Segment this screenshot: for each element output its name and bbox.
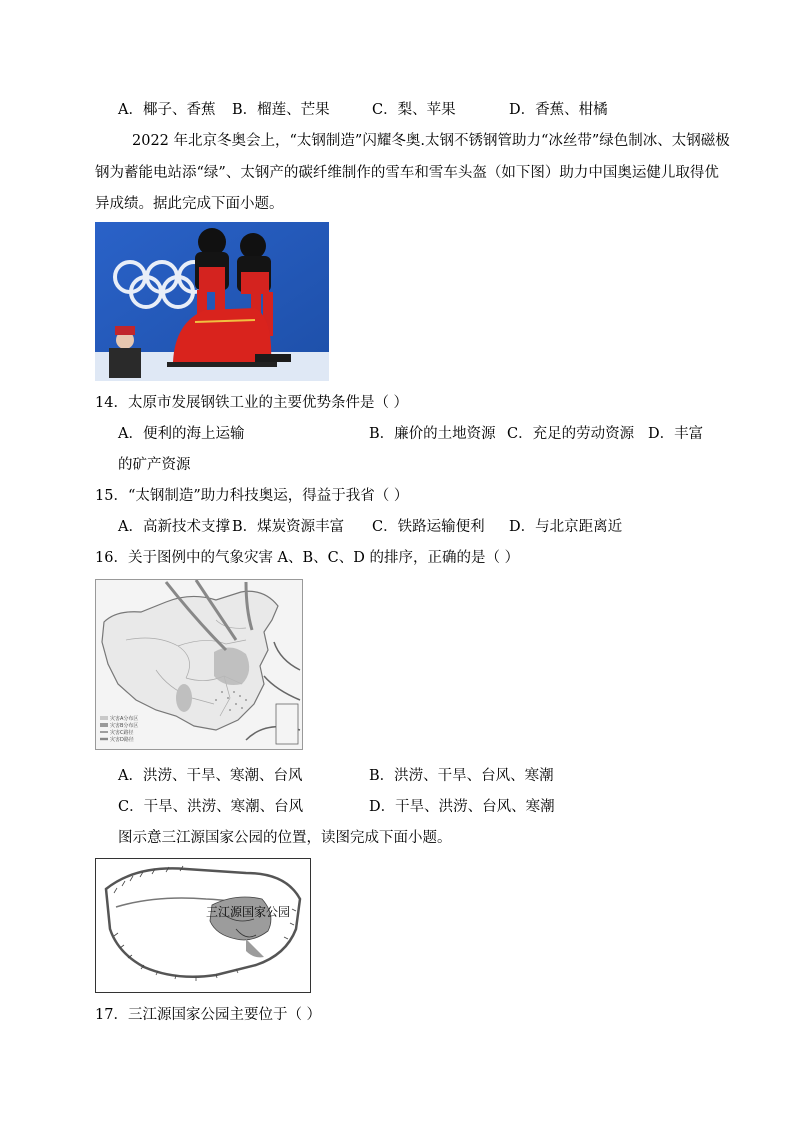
disaster-map bbox=[95, 579, 303, 750]
legend-c: 灾害C路径 bbox=[110, 730, 134, 736]
q13-option-b: B．榴莲、芒果 bbox=[232, 102, 330, 118]
q16-option-c: C．干旱、洪涝、寒潮、台风 bbox=[118, 799, 304, 815]
q14-option-a: A．便利的海上运输 bbox=[118, 426, 245, 442]
q16-option-a: A．洪涝、干旱、寒潮、台风 bbox=[118, 768, 303, 784]
q15-option-d: D．与北京距离近 bbox=[509, 519, 623, 535]
q16-option-b: B．洪涝、干旱、台风、寒潮 bbox=[369, 768, 554, 784]
china-map-illustration bbox=[96, 580, 302, 749]
q14-stem: 14．太原市发展钢铁工业的主要优势条件是（ ） bbox=[95, 395, 409, 411]
passage1-line2: 钢为蓄能电站添“绿”、太钢产的碳纤维制作的雪车和雪车头盔（如下图）助力中国奥运健儿取得优 bbox=[95, 165, 719, 181]
passage2: 图示意三江源国家公园的位置，读图完成下面小题。 bbox=[118, 830, 452, 846]
q14-option-b: B．廉价的土地资源 bbox=[369, 426, 496, 442]
q14-option-d-continued: 的矿产资源 bbox=[118, 457, 191, 473]
q13-option-d: D．香蕉、柑橘 bbox=[509, 102, 608, 118]
legend-d: 灾害D路径 bbox=[110, 737, 134, 743]
q15-option-b: B．煤炭资源丰富 bbox=[232, 519, 345, 535]
q14-option-c: C．充足的劳动资源 bbox=[507, 426, 635, 442]
sanjiangyuan-map bbox=[95, 858, 311, 993]
bobsled-photo bbox=[95, 222, 329, 381]
park-label: 三江源国家公园 bbox=[206, 905, 291, 919]
passage1-line1: 2022 年北京冬奥会上，“太钢制造”闪耀冬奥.太钢不锈钢管助力“冰丝带”绿色制冰、太钢磁极 bbox=[132, 133, 730, 149]
q16-option-d: D．干旱、洪涝、台风、寒潮 bbox=[369, 799, 555, 815]
q15-option-c: C．铁路运输便利 bbox=[372, 519, 485, 535]
plateau-map-illustration bbox=[96, 859, 310, 992]
q16-stem: 16．关于图例中的气象灾害 A、B、C、D 的排序，正确的是（ ） bbox=[95, 550, 520, 566]
q13-option-a: A．椰子、香蕉 bbox=[118, 102, 216, 118]
bobsled-photo-illustration bbox=[95, 222, 329, 381]
passage1-line3: 异成绩。据此完成下面小题。 bbox=[95, 196, 284, 212]
q17-stem: 17．三江源国家公园主要位于（ ） bbox=[95, 1007, 322, 1023]
legend-b: 灾害B分布区 bbox=[110, 723, 139, 729]
q13-option-c: C．梨、苹果 bbox=[372, 102, 456, 118]
legend-a: 灾害A分布区 bbox=[110, 716, 139, 722]
q15-option-a: A．高新技术支撑 bbox=[118, 519, 230, 535]
q15-stem: 15．“太钢制造”助力科技奥运，得益于我省（ ） bbox=[95, 488, 409, 504]
q14-option-d: D．丰富 bbox=[648, 426, 704, 442]
